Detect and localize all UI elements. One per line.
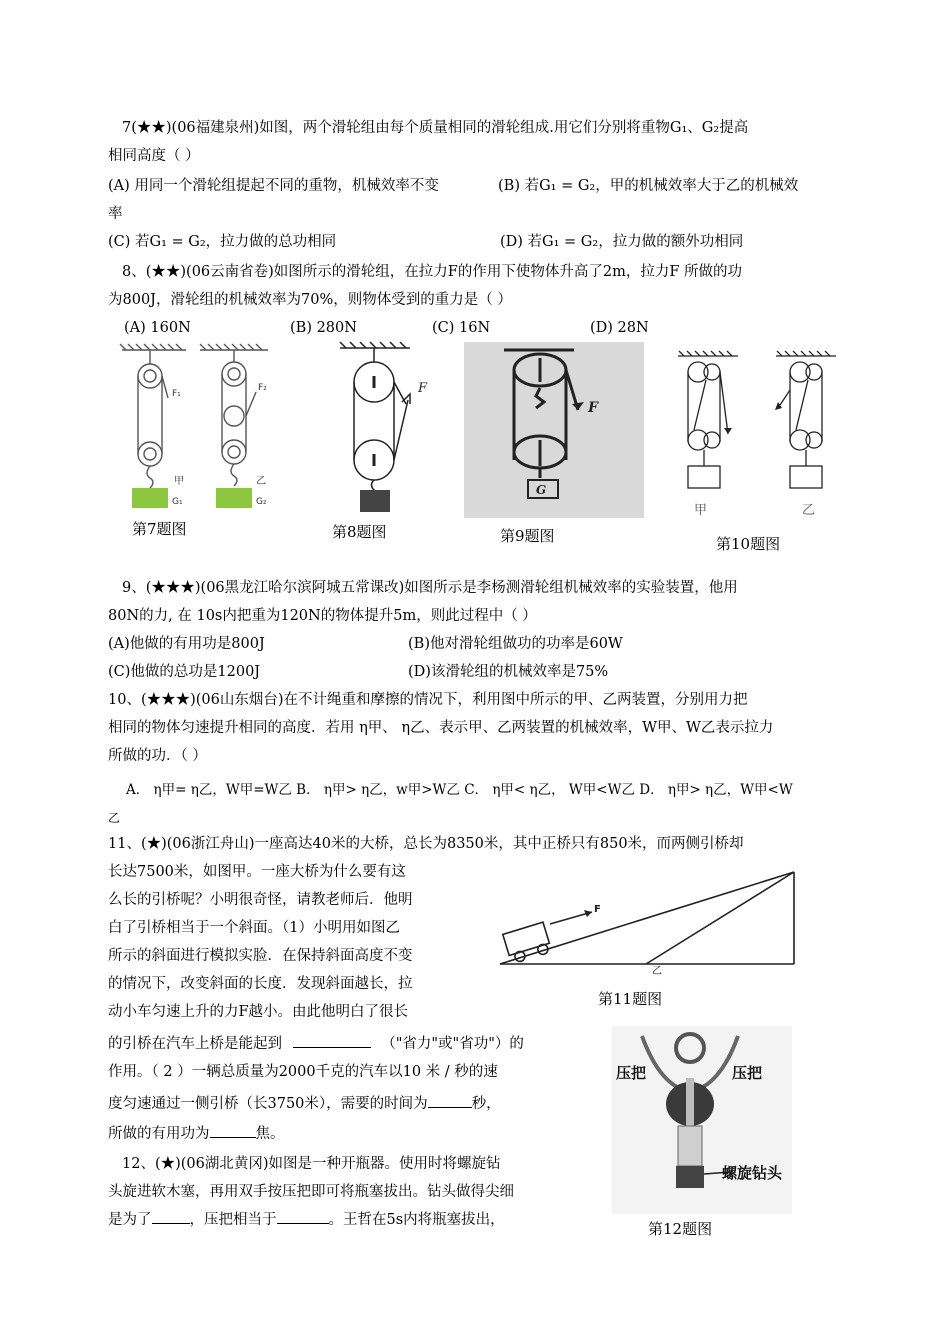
q11-blank-3[interactable] (210, 1137, 256, 1138)
q7-option-b-wrap: 率 (108, 206, 123, 222)
q8-line1: 8、(★★)(06云南省卷)如图所示的滑轮组，在拉力F的作用下使物体升高了2m，拉力F 所做的功 (122, 264, 743, 280)
jia-label-7: 甲 (174, 476, 184, 487)
yabai-left: 压把 (616, 1064, 647, 1082)
q11-line10 (108, 1094, 501, 1114)
q11-line2: 长达7500米，如图甲。一座大桥为什么要有这 (108, 864, 406, 880)
q11-blank-2[interactable] (428, 1107, 472, 1108)
q11-line4: 白了引桥相当于一个斜面。（1）小明用如图乙 (108, 920, 400, 936)
q9-option-c: (C)他做的总功是1200J (108, 664, 261, 680)
q12-line3-mid: ，压把相当于 (189, 1212, 277, 1228)
f1-label: F₁ (172, 389, 181, 399)
q7-option-b: (B) 若G₁ = G₂，甲的机械效率大于乙的机械效 (498, 178, 799, 194)
q11-blank-1[interactable] (293, 1047, 371, 1048)
figure-11-caption: 第11题图 (598, 990, 663, 1008)
q7-line1: 7(★★)(06福建泉州)如图，两个滑轮组由每个质量相同的滑轮组成.用它们分别将重物G₁、G₂提高 (122, 120, 749, 136)
q12-line1: 12、(★)(06湖北黄冈)如图是一种开瓶器。使用时将螺旋钻 (122, 1156, 501, 1172)
q8-option-d: (D) 28N (590, 320, 649, 336)
figure-12-caption: 第12题图 (648, 1220, 713, 1238)
q12-line3-end: 。王哲在5s内将瓶塞拔出， (328, 1212, 505, 1228)
figure-11 (492, 858, 802, 978)
f-label-11: F (594, 904, 601, 915)
q7-option-a: (A) 用同一个滑轮组提起不同的重物，机械效率不变 (108, 178, 439, 194)
f2-label: F₂ (258, 383, 267, 393)
q11-line3: 么长的引桥呢？小明很奇怪，请教老师后．他明 (108, 892, 413, 908)
luoxuan-label: 螺旋钻头 (722, 1164, 783, 1182)
figure-8 (330, 340, 440, 518)
figure-9-caption: 第9题图 (500, 527, 555, 545)
f-label-9: F (588, 400, 598, 416)
q12-blank-1[interactable] (152, 1223, 190, 1224)
g2-label: G₂ (256, 497, 267, 507)
q12-line2: 头旋进软木塞，再用双手按压把即可将瓶塞拔出。钻头做得尖细 (108, 1184, 514, 1200)
figure-10-caption: 第10题图 (716, 535, 781, 553)
figure-12 (612, 1026, 792, 1214)
q9-line2: 80N的力, 在 10s内把重为120N的物体提升5m，则此过程中（ ） (108, 608, 537, 624)
q11-line5: 所示的斜面进行模拟实脸．在保持斜面高度不变 (108, 948, 413, 964)
yabai-right: 压把 (732, 1064, 763, 1082)
f-label-8: F (418, 381, 428, 396)
q11-line11-end: 焦。 (255, 1126, 285, 1142)
q11-line8-start: 的引桥在汽车上桥是能起到 (108, 1036, 282, 1052)
yi-label-11: 乙 (652, 966, 662, 977)
q10-line2: 相同的物体匀速提升相同的高度．若用 η甲、 η乙、表示甲、乙两装置的机械效率，W甲、W乙表示拉力 (108, 720, 774, 736)
jia-label-10: 甲 (694, 503, 708, 518)
yi-label-7: 乙 (256, 476, 266, 487)
figure-7-caption: 第7题图 (132, 520, 187, 538)
q9-option-b: (B)他对滑轮组做功的功率是60W (408, 636, 623, 652)
q11-line8-end: （"省力"或"省功"）的 (381, 1036, 524, 1052)
q9-line1: 9、(★★★)(06黑龙江哈尔滨阿城五常课改)如图所示是李杨测滑轮组机械效率的实验装置，他用 (122, 580, 738, 596)
figure-7 (116, 342, 286, 512)
q12-line3 (108, 1210, 505, 1230)
q8-line2: 为800J，滑轮组的机械效率为70%，则物体受到的重力是（ ） (108, 292, 512, 308)
q10-line1: 10、(★★★)(06山东烟台)在不计绳重和摩擦的情况下，利用图中所示的甲、乙两装置，分别用力把 (108, 692, 748, 708)
q12-line3-start: 是为了 (108, 1212, 152, 1228)
q9-option-a: (A)他做的有用功是800J (108, 636, 265, 652)
q10-options-wrap: 乙 (108, 811, 121, 825)
q11-line10-end: 秒， (471, 1096, 501, 1112)
g-label-9: G (536, 483, 547, 497)
q10-options: A． η甲= η乙，W甲=W乙 B． η甲> η乙，w甲>W乙 C． η甲< η乙， W甲<W乙 D． η甲> η乙，W甲<W (126, 782, 793, 798)
q7-option-d: (D) 若G₁ = G₂，拉力做的额外功相同 (500, 234, 744, 250)
q11-line11 (108, 1124, 285, 1144)
q11-line8 (108, 1034, 524, 1054)
yi-label-10: 乙 (802, 503, 816, 518)
figure-10 (676, 350, 846, 522)
q11-line1: 11、(★)(06浙江舟山)一座高达40米的大桥，总长为8350米，其中正桥只有850米，而两侧引桥却 (108, 836, 744, 852)
q9-option-d: (D)该滑轮组的机械效率是75% (408, 664, 609, 680)
q10-line3: 所做的功．（ ） (108, 748, 207, 764)
g1-label: G₁ (172, 497, 183, 507)
q11-line11-start: 所做的有用功为 (108, 1126, 210, 1142)
q7-line2: 相同高度（ ） (108, 148, 200, 164)
q8-option-b: (B) 280N (290, 320, 357, 336)
q11-line9: 作用。（ 2 ）一辆总质量为2000千克的汽车以10 米 / 秒的速 (108, 1064, 498, 1080)
q11-line10-start: 度匀速通过一侧引桥（长3750米），需要的时间为 (108, 1096, 428, 1112)
q8-option-c: (C) 16N (432, 320, 491, 336)
figure-9-drawing (464, 342, 644, 518)
q8-option-a: (A) 160N (124, 320, 191, 336)
q7-option-c: (C) 若G₁ = G₂，拉力做的总功相同 (108, 234, 337, 250)
q11-line6: 的情况下，改变斜面的长度．发现斜面越长，拉 (108, 976, 413, 992)
q11-line7: 动小车匀速上升的力F越小。由此他明白了很长 (108, 1004, 409, 1020)
figure-8-caption: 第8题图 (332, 523, 387, 541)
q12-blank-2[interactable] (277, 1223, 329, 1224)
